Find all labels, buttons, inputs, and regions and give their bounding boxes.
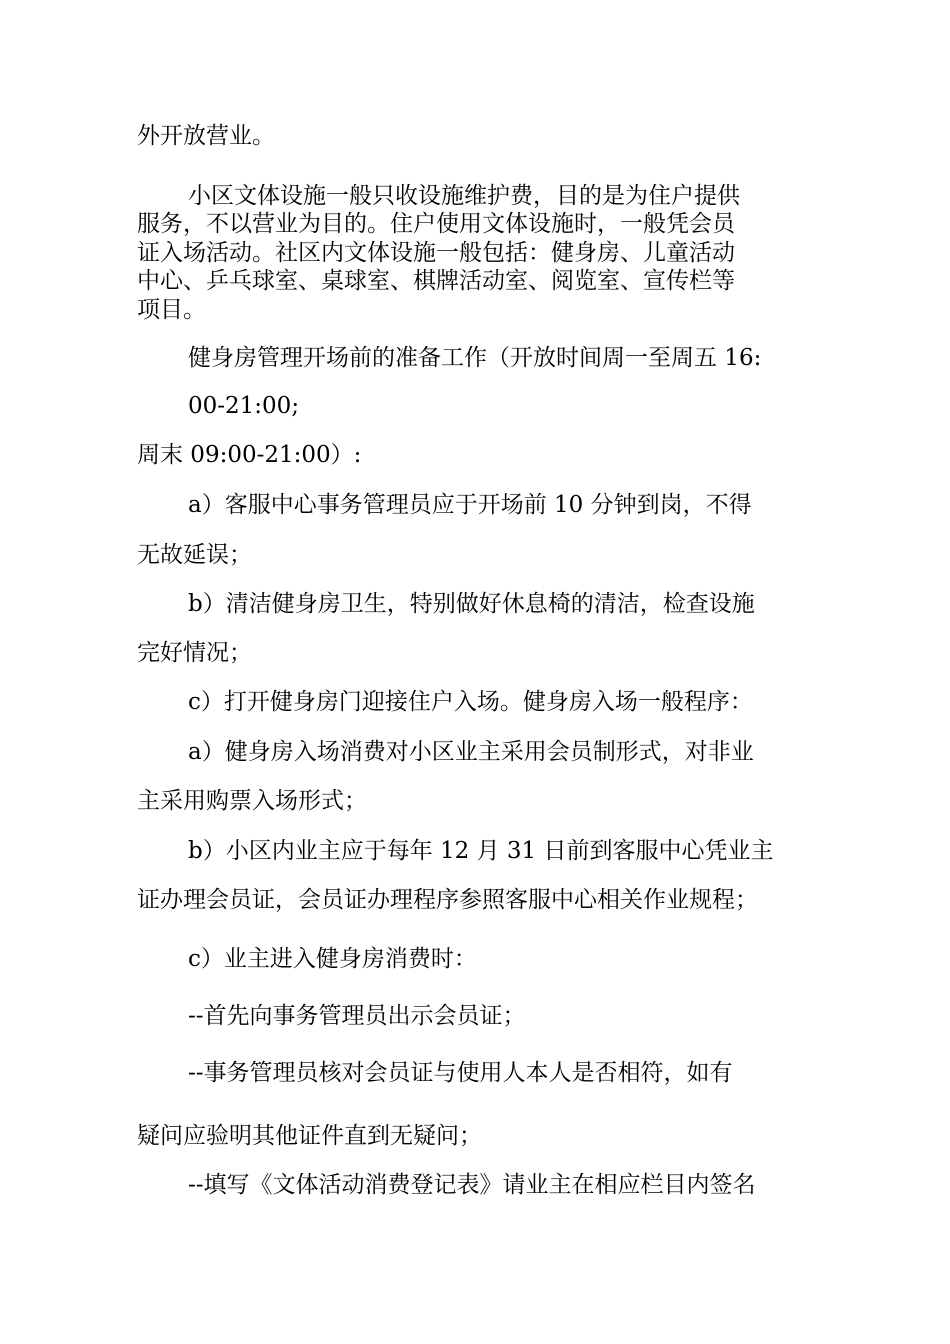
text-line: 中心、乒乓球室、桌球室、棋牌活动室、阅览室、宣传栏等 — [137, 268, 735, 294]
text-line: 无故延误； — [137, 542, 252, 568]
text-line: 疑问应验明其他证件直到无疑问； — [137, 1123, 482, 1149]
text-line: a）健身房入场消费对小区业主采用会员制形式，对非业 — [188, 739, 754, 765]
text-line: 小区文体设施一般只收设施维护费，目的是为住户提供 — [188, 183, 740, 209]
text-line: 周末 09:00-21:00）: — [137, 442, 362, 468]
text-line: 项目。 — [137, 297, 206, 323]
text-line: 00-21:00; — [188, 393, 300, 419]
text-line: 完好情况； — [137, 640, 252, 666]
text-line: b）清洁健身房卫生，特别做好休息椅的清洁，检查设施 — [188, 591, 755, 617]
text-line: a）客服中心事务管理员应于开场前 10 分钟到岗，不得 — [188, 492, 752, 518]
text-line: b）小区内业主应于每年 12 月 31 日前到客服中心凭业主 — [188, 838, 774, 864]
text-line: 健身房管理开场前的准备工作（开放时间周一至周五 16: — [188, 345, 762, 371]
text-line: c）打开健身房门迎接住户入场。健身房入场一般程序： — [188, 689, 753, 715]
text-line: --首先向事务管理员出示会员证； — [188, 1003, 526, 1029]
text-line: 证入场活动。社区内文体设施一般包括：健身房、儿童活动 — [137, 240, 735, 266]
text-line: 证办理会员证，会员证办理程序参照客服中心相关作业规程； — [137, 887, 758, 913]
text-line: --填写《文体活动消费登记表》请业主在相应栏目内签名 — [188, 1172, 756, 1198]
text-line: c）业主进入健身房消费时： — [188, 946, 477, 972]
text-line: 外开放营业。 — [137, 123, 275, 149]
text-line: --事务管理员核对会员证与使用人本人是否相符，如有 — [188, 1060, 733, 1086]
text-line: 主采用购票入场形式； — [137, 788, 367, 814]
text-line: 服务，不以营业为目的。住户使用文体设施时，一般凭会员 — [137, 211, 735, 237]
